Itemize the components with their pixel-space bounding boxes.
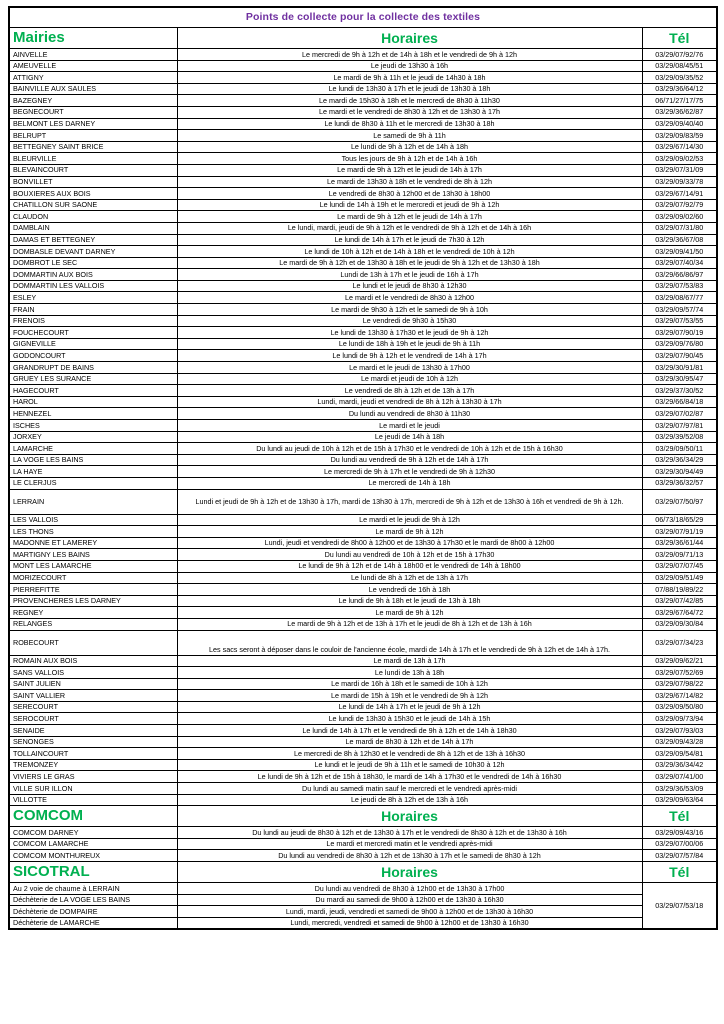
table-row bbox=[9, 514, 717, 526]
table-row bbox=[9, 83, 717, 95]
phone-number: 03/29/09/54/81 bbox=[642, 748, 717, 760]
opening-hours: Les sacs seront à déposer dans le couloir de l'ancienne école, mardi de 14h à 17h et le vendredi de 9h à 12h et de 14h à 17h. bbox=[177, 630, 642, 655]
phone-number: 03/29/09/83/59 bbox=[642, 130, 717, 142]
table-row bbox=[9, 595, 717, 607]
phone-number: 03/29/09/50/11 bbox=[642, 443, 717, 455]
phone-number: 03/29/07/31/80 bbox=[642, 222, 717, 234]
phone-number: 03/29/36/32/57 bbox=[642, 477, 717, 489]
opening-hours: Le mardi et jeudi de 10h à 12h bbox=[177, 373, 642, 385]
table-row bbox=[9, 713, 717, 725]
location-name: JORXEY bbox=[9, 431, 177, 443]
table-row bbox=[9, 420, 717, 432]
location-name: LERRAIN bbox=[9, 489, 177, 514]
table-row bbox=[9, 783, 717, 795]
phone-number: 03/29/07/50/97 bbox=[642, 489, 717, 514]
opening-hours: Le mardi de 13h30 à 18h et le vendredi de 8h à 12h bbox=[177, 176, 642, 188]
opening-hours: Le mercredi de 9h à 12h et de 14h à 18h et le vendredi de 9h à 12h bbox=[177, 49, 642, 61]
opening-hours: Le mardi et le jeudi de 9h à 12h bbox=[177, 514, 642, 526]
table-row bbox=[9, 176, 717, 188]
opening-hours: Le mardi de 15h30 à 18h et le mercredi de 8h30 à 11h30 bbox=[177, 95, 642, 107]
phone-number: 03/29/07/02/87 bbox=[642, 408, 717, 420]
opening-hours: Le lundi de 9h à 18h et le jeudi de 13h à 18h bbox=[177, 595, 642, 607]
table-row bbox=[9, 292, 717, 304]
table-row bbox=[9, 850, 717, 862]
location-name: HAROL bbox=[9, 396, 177, 408]
opening-hours: Lundi et jeudi de 9h à 12h et de 13h30 à 17h, mardi de 13h30 à 17h, mercredi de 9h à 12h et de 13h30 à 16h et vendredi de 9h à 12h. bbox=[177, 489, 642, 514]
location-name: Déchèterie de LAMARCHE bbox=[9, 917, 177, 929]
location-name: LA HAYE bbox=[9, 466, 177, 478]
location-name: BEGNECOURT bbox=[9, 106, 177, 118]
opening-hours: Le mardi de 9h à 12h bbox=[177, 526, 642, 538]
opening-hours: Le lundi et le jeudi de 9h à 11h et le samedi de 10h30 à 12h bbox=[177, 759, 642, 771]
opening-hours: Le samedi de 9h à 11h bbox=[177, 130, 642, 142]
phone-number: 03/29/30/91/81 bbox=[642, 362, 717, 374]
table-row bbox=[9, 894, 717, 906]
location-name: MORIZECOURT bbox=[9, 572, 177, 584]
table-row bbox=[9, 690, 717, 702]
location-name: AMEUVELLE bbox=[9, 60, 177, 72]
table-row bbox=[9, 49, 717, 61]
location-name: DAMBLAIN bbox=[9, 222, 177, 234]
table-row bbox=[9, 917, 717, 929]
table-row bbox=[9, 667, 717, 679]
table-row bbox=[9, 246, 717, 258]
table-row bbox=[9, 678, 717, 690]
table-row bbox=[9, 526, 717, 538]
phone-number: 03/29/36/61/44 bbox=[642, 537, 717, 549]
phone-number: 03/29/67/14/30 bbox=[642, 141, 717, 153]
location-name: BLEURVILLE bbox=[9, 153, 177, 165]
opening-hours: Le mardi et le vendredi de 8h30 à 12h et de 13h30 à 17h bbox=[177, 106, 642, 118]
location-name: Déchèterie de DOMPAIRE bbox=[9, 906, 177, 918]
opening-hours: Le mardi de 9h à 12h et de 13h à 17h et le jeudi de 8h à 12h et de 13h à 16h bbox=[177, 618, 642, 630]
table-row bbox=[9, 118, 717, 130]
location-name: CLAUDON bbox=[9, 211, 177, 223]
table-row bbox=[9, 373, 717, 385]
title-row bbox=[9, 7, 717, 28]
opening-hours: Lundi, jeudi et vendredi de 8h00 à 12h00 et de 13h30 à 17h30 et le mardi de 8h00 à 12h00 bbox=[177, 537, 642, 549]
table-row bbox=[9, 234, 717, 246]
phone-number: 03/29/36/67/08 bbox=[642, 234, 717, 246]
phone-number: 03/29/66/84/18 bbox=[642, 396, 717, 408]
phone-number: 03/29/09/71/13 bbox=[642, 549, 717, 561]
location-name: HAGECOURT bbox=[9, 385, 177, 397]
location-name: FRAIN bbox=[9, 304, 177, 316]
location-name: LES VALLOIS bbox=[9, 514, 177, 526]
opening-hours: Du lundi au vendredi de 8h30 à 12h et de 13h30 à 17h et le samedi de 8h30 à 12h bbox=[177, 850, 642, 862]
opening-hours: Le lundi de 9h à 12h et de 14h à 18h bbox=[177, 141, 642, 153]
location-name: GRUEY LES SURANCE bbox=[9, 373, 177, 385]
opening-hours: Le vendredi de 8h30 à 12h00 et de 13h30 à 18h00 bbox=[177, 188, 642, 200]
phone-number: 03/29/07/97/81 bbox=[642, 420, 717, 432]
phone-number: 03/29/37/30/52 bbox=[642, 385, 717, 397]
opening-hours: Le jeudi de 8h à 12h et de 13h à 16h bbox=[177, 794, 642, 806]
table-row bbox=[9, 838, 717, 850]
phone-number: 03/29/07/41/00 bbox=[642, 771, 717, 783]
table-row bbox=[9, 153, 717, 165]
location-name: BAZEGNEY bbox=[9, 95, 177, 107]
location-name: COMCOM MONTHUREUX bbox=[9, 850, 177, 862]
location-name: GODONCOURT bbox=[9, 350, 177, 362]
location-name: ISCHES bbox=[9, 420, 177, 432]
table-row bbox=[9, 362, 717, 374]
phone-number: 03/29/09/02/60 bbox=[642, 211, 717, 223]
phone-number: 03/29/36/34/29 bbox=[642, 454, 717, 466]
location-name: FRENOIS bbox=[9, 315, 177, 327]
page-title: Points de collecte pour la collecte des textiles bbox=[9, 7, 717, 28]
table-row bbox=[9, 211, 717, 223]
phone-number: 03/29/07/31/09 bbox=[642, 164, 717, 176]
phone-number: 03/29/09/73/94 bbox=[642, 713, 717, 725]
section-header-tel-mairies: Tél bbox=[642, 28, 717, 49]
opening-hours: Le lundi de 14h à 17h et le jeudi de 7h30 à 12h bbox=[177, 234, 642, 246]
location-name: BAINVILLE AUX SAULES bbox=[9, 83, 177, 95]
location-name: ESLEY bbox=[9, 292, 177, 304]
opening-hours: Le vendredi de 8h à 12h et de 13h à 17h bbox=[177, 385, 642, 397]
opening-hours: Le mardi de 15h à 19h et le vendredi de 9h à 12h bbox=[177, 690, 642, 702]
opening-hours: Le vendredi de 16h à 18h bbox=[177, 584, 642, 596]
section-header-name-sicotral: SICOTRAL bbox=[9, 862, 177, 883]
opening-hours: Le mardi et le jeudi de 13h30 à 17h00 bbox=[177, 362, 642, 374]
opening-hours: Le mercredi de 8h à 12h30 et le vendredi de 8h à 12h et de 13h à 16h30 bbox=[177, 748, 642, 760]
location-name: Au 2 voie de chaume à LERRAIN bbox=[9, 883, 177, 895]
phone-number: 03/29/07/90/19 bbox=[642, 327, 717, 339]
opening-hours: Le lundi de 18h à 19h et le jeudi de 9h à 11h bbox=[177, 338, 642, 350]
phone-number: 03/29/09/02/53 bbox=[642, 153, 717, 165]
section-header-name-comcom: COMCOM bbox=[9, 806, 177, 827]
opening-hours: Le mardi de 9h30 à 12h et le samedi de 9h à 10h bbox=[177, 304, 642, 316]
phone-number: 03/29/67/14/82 bbox=[642, 690, 717, 702]
table-row bbox=[9, 280, 717, 292]
opening-hours: Le jeudi de 14h à 18h bbox=[177, 431, 642, 443]
table-row bbox=[9, 466, 717, 478]
phone-number: 03/29/09/57/74 bbox=[642, 304, 717, 316]
location-name: MARTIGNY LES BAINS bbox=[9, 549, 177, 561]
location-name: SAINT VALLIER bbox=[9, 690, 177, 702]
opening-hours: Le lundi de 13h30 à 17h30 et le jeudi de 9h à 12h bbox=[177, 327, 642, 339]
location-name: DOMMARTIN AUX BOIS bbox=[9, 269, 177, 281]
table-row bbox=[9, 385, 717, 397]
location-name: GRANDRUPT DE BAINS bbox=[9, 362, 177, 374]
phone-number: 03/29/07/53/55 bbox=[642, 315, 717, 327]
table-row bbox=[9, 477, 717, 489]
table-row bbox=[9, 759, 717, 771]
phone-number: 03/29/09/33/78 bbox=[642, 176, 717, 188]
section-header-hours-mairies: Horaires bbox=[177, 28, 642, 49]
phone-number: 07/88/19/89/22 bbox=[642, 584, 717, 596]
opening-hours: Le lundi de 8h à 12h et de 13h à 17h bbox=[177, 572, 642, 584]
table-row bbox=[9, 549, 717, 561]
opening-hours: Du lundi au vendredi de 10h à 12h et de 15h à 17h30 bbox=[177, 549, 642, 561]
opening-hours: Le mardi et le jeudi bbox=[177, 420, 642, 432]
location-name: SAINT JULIEN bbox=[9, 678, 177, 690]
table-row bbox=[9, 489, 717, 514]
phone-number: 06/73/18/65/29 bbox=[642, 514, 717, 526]
location-name: VIVIERS LE GRAS bbox=[9, 771, 177, 783]
phone-number: 03/29/66/86/97 bbox=[642, 269, 717, 281]
opening-hours: Du lundi au samedi matin sauf le mercredi et le vendredi après-midi bbox=[177, 783, 642, 795]
table-row bbox=[9, 72, 717, 84]
location-name: ATTIGNY bbox=[9, 72, 177, 84]
table-row bbox=[9, 199, 717, 211]
opening-hours: Tous les jours de 9h à 12h et de 14h à 16h bbox=[177, 153, 642, 165]
opening-hours: Le lundi et le jeudi de 8h30 à 12h30 bbox=[177, 280, 642, 292]
phone-number-merged: 03/29/07/53/18 bbox=[642, 883, 717, 929]
collection-points-table bbox=[8, 6, 718, 930]
table-row bbox=[9, 431, 717, 443]
phone-number: 03/29/09/62/21 bbox=[642, 655, 717, 667]
opening-hours: Le mardi de 13h à 17h bbox=[177, 655, 642, 667]
table-row bbox=[9, 771, 717, 783]
phone-number: 03/29/07/92/76 bbox=[642, 49, 717, 61]
location-name: PIERREFITTE bbox=[9, 584, 177, 596]
phone-number: 03/29/07/00/06 bbox=[642, 838, 717, 850]
location-name: LE CLERJUS bbox=[9, 477, 177, 489]
table-row bbox=[9, 630, 717, 655]
location-name: DOMBASLE DEVANT DARNEY bbox=[9, 246, 177, 258]
phone-number: 03/29/09/43/16 bbox=[642, 827, 717, 839]
location-name: BELMONT LES DARNEY bbox=[9, 118, 177, 130]
phone-number: 03/29/07/93/03 bbox=[642, 725, 717, 737]
phone-number: 03/29/08/67/77 bbox=[642, 292, 717, 304]
opening-hours: Le vendredi de 9h30 à 15h30 bbox=[177, 315, 642, 327]
opening-hours: Le mardi et le vendredi de 8h30 à 12h00 bbox=[177, 292, 642, 304]
location-name: GIGNEVILLE bbox=[9, 338, 177, 350]
section-header-comcom bbox=[9, 806, 717, 827]
phone-number: 03/29/09/50/80 bbox=[642, 701, 717, 713]
table-row bbox=[9, 560, 717, 572]
location-name: VILLOTTE bbox=[9, 794, 177, 806]
opening-hours: Le lundi de 13h à 18h bbox=[177, 667, 642, 679]
opening-hours: Le mardi de 9h à 12h et le jeudi de 14h à 17h bbox=[177, 211, 642, 223]
phone-number: 03/29/67/64/72 bbox=[642, 607, 717, 619]
location-name: LAMARCHE bbox=[9, 443, 177, 455]
table-row bbox=[9, 584, 717, 596]
phone-number: 03/29/07/52/69 bbox=[642, 667, 717, 679]
location-name: REGNEY bbox=[9, 607, 177, 619]
table-row bbox=[9, 257, 717, 269]
location-name: MONT LES LAMARCHE bbox=[9, 560, 177, 572]
table-row bbox=[9, 130, 717, 142]
location-name: DOMMARTIN LES VALLOIS bbox=[9, 280, 177, 292]
phone-number: 03/29/07/91/19 bbox=[642, 526, 717, 538]
location-name: COMCOM LAMARCHE bbox=[9, 838, 177, 850]
table-row bbox=[9, 338, 717, 350]
table-row bbox=[9, 350, 717, 362]
section-header-tel-comcom: Tél bbox=[642, 806, 717, 827]
opening-hours: Le lundi de 14h à 17h et le vendredi de 9h à 12h et de 14h à 18h30 bbox=[177, 725, 642, 737]
opening-hours: Le mardi de 8h30 à 12h et de 14h à 17h bbox=[177, 736, 642, 748]
phone-number: 03/29/09/40/40 bbox=[642, 118, 717, 130]
location-name: SEROCOURT bbox=[9, 713, 177, 725]
table-row bbox=[9, 906, 717, 918]
opening-hours: Le lundi de 9h à 12h et de 15h à 18h30, le mardi de 14h à 17h30 et le vendredi de 14h à 16h30 bbox=[177, 771, 642, 783]
table-row bbox=[9, 827, 717, 839]
table-row bbox=[9, 396, 717, 408]
phone-number: 03/29/07/53/83 bbox=[642, 280, 717, 292]
phone-number: 03/29/07/07/45 bbox=[642, 560, 717, 572]
table-row bbox=[9, 607, 717, 619]
location-name: DAMAS ET BETTEGNEY bbox=[9, 234, 177, 246]
table-row bbox=[9, 95, 717, 107]
location-name: SENAIDE bbox=[9, 725, 177, 737]
phone-number: 03/29/07/40/34 bbox=[642, 257, 717, 269]
table-row bbox=[9, 222, 717, 234]
table-row bbox=[9, 454, 717, 466]
table-row bbox=[9, 443, 717, 455]
location-name: FOUCHECOURT bbox=[9, 327, 177, 339]
phone-number: 03/29/39/52/08 bbox=[642, 431, 717, 443]
location-name: CHATILLON SUR SAONE bbox=[9, 199, 177, 211]
table-row bbox=[9, 655, 717, 667]
opening-hours: Lundi, mardi, jeudi et vendredi de 8h à 12h à 13h30 à 17h bbox=[177, 396, 642, 408]
opening-hours: Le lundi de 9h à 12h et de 14h à 18h00 et le vendredi de 14h à 18h00 bbox=[177, 560, 642, 572]
opening-hours: Le mardi et mercredi matin et le vendredi après-midi bbox=[177, 838, 642, 850]
opening-hours: Du mardi au samedi de 9h00 à 12h00 et de 13h30 à 16h30 bbox=[177, 894, 642, 906]
opening-hours: Le lundi de 13h30 à 17h et le jeudi de 13h30 à 18h bbox=[177, 83, 642, 95]
table-row bbox=[9, 794, 717, 806]
opening-hours: Le mardi de 16h à 18h et le samedi de 10h à 12h bbox=[177, 678, 642, 690]
location-name: PROVENCHERES LES DARNEY bbox=[9, 595, 177, 607]
phone-number: 03/29/67/14/91 bbox=[642, 188, 717, 200]
opening-hours: Le mardi de 9h à 12h et de 13h30 à 18h et le jeudi de 9h à 12h et de 13h30 à 18h bbox=[177, 257, 642, 269]
location-name: BOUXIERES AUX BOIS bbox=[9, 188, 177, 200]
location-name: TREMONZEY bbox=[9, 759, 177, 771]
location-name: SENONGES bbox=[9, 736, 177, 748]
table-row bbox=[9, 269, 717, 281]
location-name: BELRUPT bbox=[9, 130, 177, 142]
table-row bbox=[9, 106, 717, 118]
location-name: ROBECOURT bbox=[9, 630, 177, 655]
opening-hours: Lundi de 13h à 17h et le jeudi de 16h à 17h bbox=[177, 269, 642, 281]
location-name: COMCOM DARNEY bbox=[9, 827, 177, 839]
location-name: TOLLAINCOURT bbox=[9, 748, 177, 760]
opening-hours: Le lundi de 9h à 12h et le vendredi de 14h à 17h bbox=[177, 350, 642, 362]
phone-number: 03/29/30/94/49 bbox=[642, 466, 717, 478]
opening-hours: Du lundi au vendredi de 8h30 à 11h30 bbox=[177, 408, 642, 420]
phone-number: 03/29/09/35/52 bbox=[642, 72, 717, 84]
section-header-tel-sicotral: Tél bbox=[642, 862, 717, 883]
location-name: SERECOURT bbox=[9, 701, 177, 713]
location-name: BETTEGNEY SAINT BRICE bbox=[9, 141, 177, 153]
phone-number: 03/29/36/53/09 bbox=[642, 783, 717, 795]
location-name: LES THONS bbox=[9, 526, 177, 538]
opening-hours: Du lundi au vendredi de 9h à 12h et de 14h à 17h bbox=[177, 454, 642, 466]
table-row bbox=[9, 304, 717, 316]
table-row bbox=[9, 60, 717, 72]
table-row bbox=[9, 408, 717, 420]
section-header-hours-sicotral: Horaires bbox=[177, 862, 642, 883]
location-name: SANS VALLOIS bbox=[9, 667, 177, 679]
opening-hours: Le mercredi de 14h à 18h bbox=[177, 477, 642, 489]
opening-hours: Lundi, mardi, jeudi, vendredi et samedi de 9h00 à 12h00 et de 13h30 à 16h30 bbox=[177, 906, 642, 918]
opening-hours: Le lundi de 14h à 19h et le mercredi et jeudi de 9h à 12h bbox=[177, 199, 642, 211]
phone-number: 03/29/09/43/28 bbox=[642, 736, 717, 748]
phone-number: 06/71/27/17/75 bbox=[642, 95, 717, 107]
section-header-hours-comcom: Horaires bbox=[177, 806, 642, 827]
phone-number: 03/29/30/95/47 bbox=[642, 373, 717, 385]
section-header-name-mairies: Mairies bbox=[9, 28, 177, 49]
table-row bbox=[9, 537, 717, 549]
opening-hours: Le lundi de 10h à 12h et de 14h à 18h et le vendredi de 10h à 12h bbox=[177, 246, 642, 258]
location-name: AINVELLE bbox=[9, 49, 177, 61]
location-name: ROMAIN AUX BOIS bbox=[9, 655, 177, 667]
location-name: MADONNE ET LAMEREY bbox=[9, 537, 177, 549]
phone-number: 03/29/09/76/80 bbox=[642, 338, 717, 350]
phone-number: 03/29/36/34/42 bbox=[642, 759, 717, 771]
table-row bbox=[9, 164, 717, 176]
phone-number: 03/29/36/64/12 bbox=[642, 83, 717, 95]
opening-hours: Le lundi de 13h30 à 15h30 et le jeudi de 14h à 15h bbox=[177, 713, 642, 725]
phone-number: 03/29/07/42/85 bbox=[642, 595, 717, 607]
location-name: Déchèterie de LA VOGE LES BAINS bbox=[9, 894, 177, 906]
phone-number: 03/29/07/98/22 bbox=[642, 678, 717, 690]
opening-hours: Le lundi de 14h à 17h et le jeudi de 9h à 12h bbox=[177, 701, 642, 713]
opening-hours: Le mardi de 9h à 11h et le jeudi de 14h30 à 18h bbox=[177, 72, 642, 84]
phone-number: 03/29/07/90/45 bbox=[642, 350, 717, 362]
opening-hours: Du lundi au jeudi de 10h à 12h et de 15h à 17h30 et le vendredi de 10h à 12h et de 15h à 16h30 bbox=[177, 443, 642, 455]
table-row bbox=[9, 748, 717, 760]
table-row bbox=[9, 327, 717, 339]
location-name: HENNEZEL bbox=[9, 408, 177, 420]
opening-hours: Du lundi au jeudi de 8h30 à 12h et de 13h30 à 17h et le vendredi de 8h30 à 12h et de 13h30 à 16h bbox=[177, 827, 642, 839]
phone-number: 03/29/09/51/49 bbox=[642, 572, 717, 584]
location-name: DOMBROT LE SEC bbox=[9, 257, 177, 269]
phone-number: 03/29/09/63/64 bbox=[642, 794, 717, 806]
location-name: LA VOGE LES BAINS bbox=[9, 454, 177, 466]
table-row bbox=[9, 883, 717, 895]
opening-hours: Le jeudi de 13h30 à 16h bbox=[177, 60, 642, 72]
location-name: VILLE SUR ILLON bbox=[9, 783, 177, 795]
location-name: BONVILLET bbox=[9, 176, 177, 188]
table-row bbox=[9, 315, 717, 327]
table-row bbox=[9, 141, 717, 153]
opening-hours: Le mardi de 9h à 12h bbox=[177, 607, 642, 619]
phone-number: 03/29/36/62/87 bbox=[642, 106, 717, 118]
opening-hours: Lundi, mercredi, vendredi et samedi de 9h00 à 12h00 et de 13h30 à 16h30 bbox=[177, 917, 642, 929]
phone-number: 03/29/09/41/50 bbox=[642, 246, 717, 258]
phone-number: 03/29/09/30/84 bbox=[642, 618, 717, 630]
opening-hours: Le mardi de 9h à 12h et le jeudi de 14h à 17h bbox=[177, 164, 642, 176]
table-row bbox=[9, 618, 717, 630]
section-header-sicotral bbox=[9, 862, 717, 883]
table-row bbox=[9, 188, 717, 200]
phone-number: 03/29/07/92/79 bbox=[642, 199, 717, 211]
phone-number: 03/29/07/57/84 bbox=[642, 850, 717, 862]
opening-hours: Du lundi au vendredi de 8h30 à 12h00 et de 13h30 à 17h00 bbox=[177, 883, 642, 895]
phone-number: 03/29/08/45/51 bbox=[642, 60, 717, 72]
opening-hours: Le lundi, mardi, jeudi de 9h à 12h et le vendredi de 9h à 12h et de 14h à 16h bbox=[177, 222, 642, 234]
table-row bbox=[9, 701, 717, 713]
section-header-mairies bbox=[9, 28, 717, 49]
table-row bbox=[9, 572, 717, 584]
table-row bbox=[9, 725, 717, 737]
opening-hours: Le mercredi de 9h à 17h et le vendredi de 9h à 12h30 bbox=[177, 466, 642, 478]
phone-number: 03/29/07/34/23 bbox=[642, 630, 717, 655]
opening-hours: Le lundi de 8h30 à 11h et le mercredi de 13h30 à 18h bbox=[177, 118, 642, 130]
location-name: BLEVAINCOURT bbox=[9, 164, 177, 176]
table-row bbox=[9, 736, 717, 748]
location-name: RELANGES bbox=[9, 618, 177, 630]
